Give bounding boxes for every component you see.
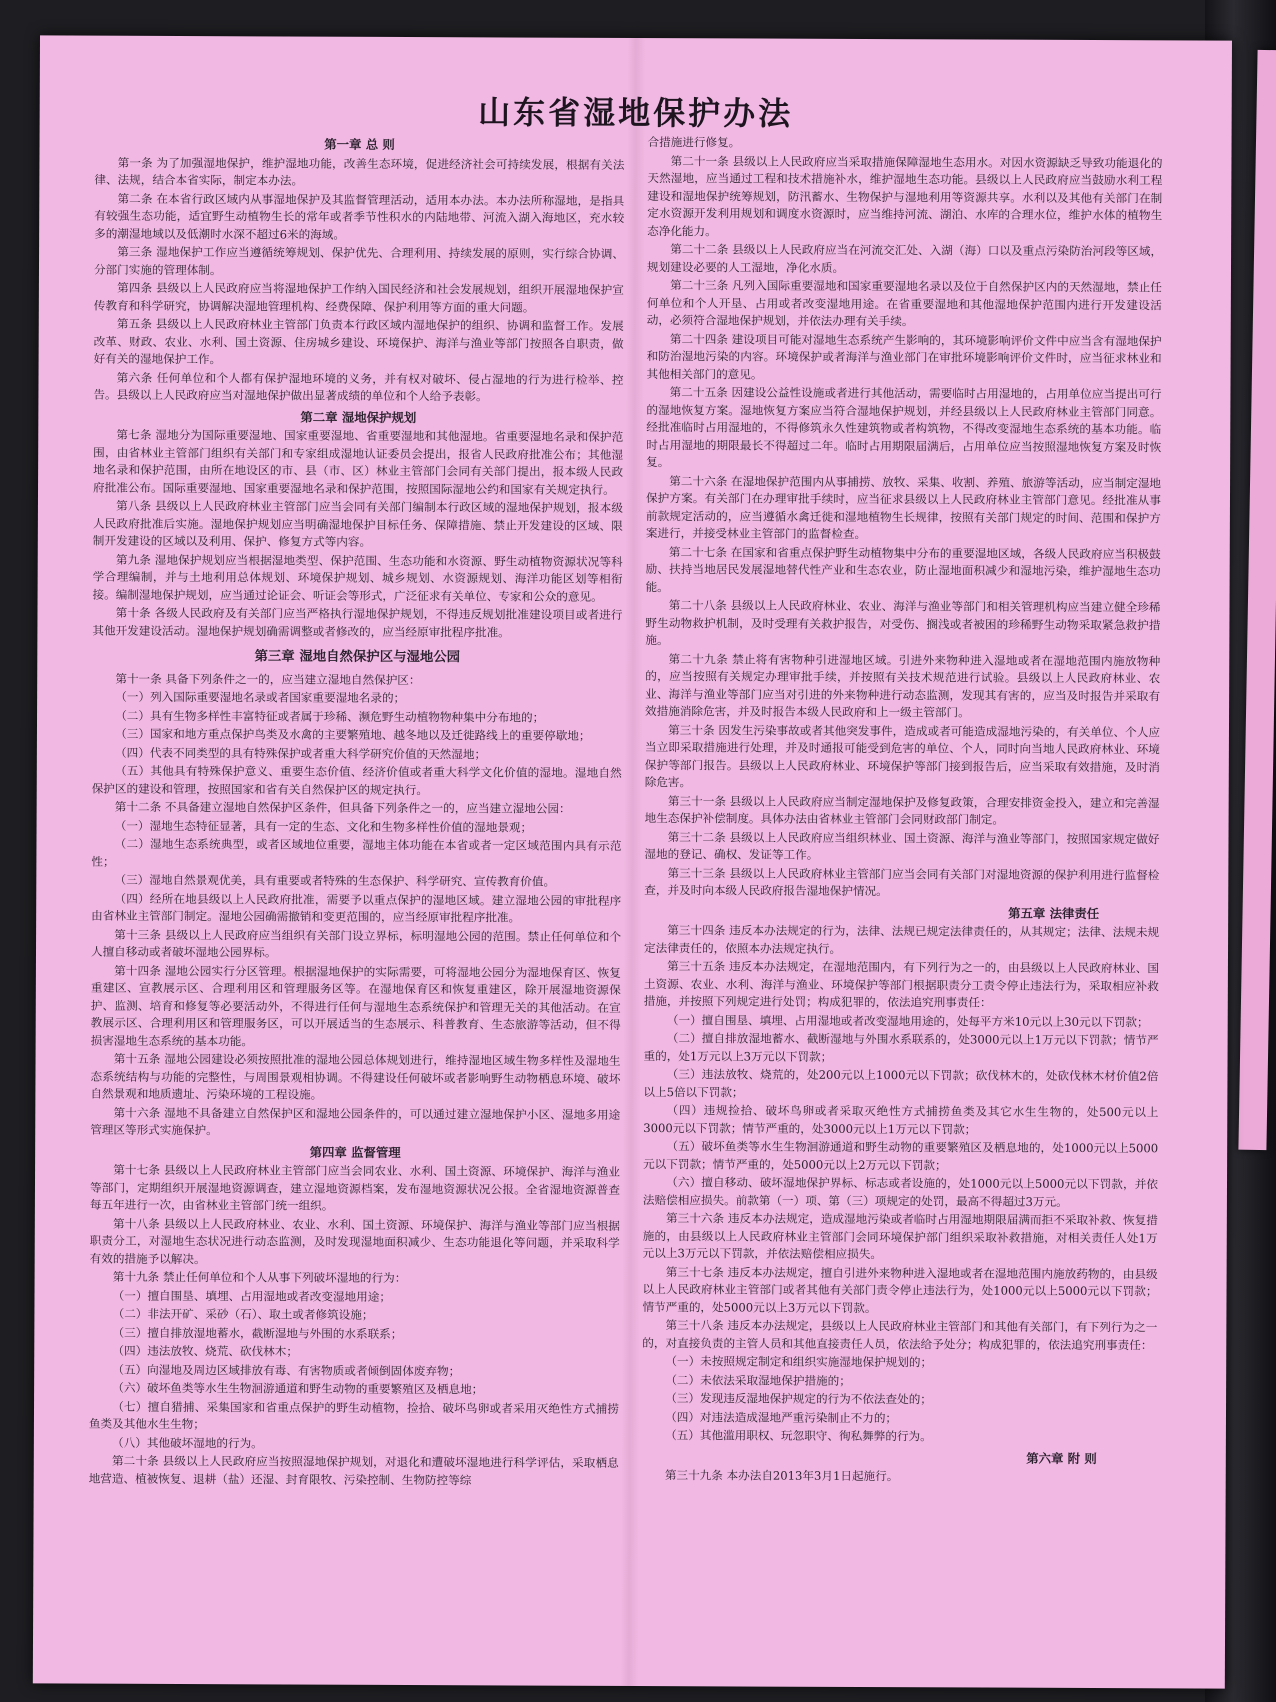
article-paragraph: 第二十二条 县级以上人民政府应当在河流交汇处、入湖（海）口以及重点污染防治河段等区域，规划建设必要的人工湿地，净化水质。	[646, 242, 1163, 275]
article-paragraph: （一）未按照规定制定和组织实施湿地保护规划的；	[665, 1354, 933, 1370]
right-column	[642, 134, 1163, 1488]
article-paragraph: （四）经所在地县级以上人民政府批准，需要予以重点保护的湿地区域。建立湿地公园的审批程序由省林业主管部门制定。湿地公园确需撤销和变更范围的，应当经原审批程序批准。	[91, 891, 622, 925]
article-paragraph: （二）具有生物多样性丰富特征或者属于珍稀、濒危野生动植物物种集中分布地的；	[115, 708, 545, 725]
article-paragraph: 第十三条 县级以上人民政府应当组织有关部门设立界标，标明湿地公园的范围。禁止任何单位和个人擅自移动或者破坏湿地公园界标。	[90, 927, 622, 960]
article-paragraph: 第六条 任何单位和个人都有保护湿地环境的义务，并有权对破坏、侵占湿地的行为进行检举、控告。县级以上人民政府应当对湿地保护做出显著成绩的单位和个人给予表彰。	[93, 370, 624, 404]
article-paragraph: 第三十条 因发生污染事故或者其他突发事件，造成或者可能造成湿地污染的，有关单位、个人应当立即采取措施进行处理，并及时通报可能受到危害的单位、个人，同时向当地人民政府林业、环境保护等部门报告。县级以上人民政府林业、环境保护等部门接到报告后，应当采取有效措施，及时消除危害。	[644, 722, 1161, 790]
chapter-heading: 第二章 湿地保护规划	[300, 409, 417, 425]
article-paragraph: （五）破坏鱼类等水生生物洄游通道和野生动物的重要繁殖区及栖息地的，处1000元以上5000元以下罚款；情节严重的，处5000元以上2万元以下罚款；	[643, 1139, 1159, 1172]
article-paragraph: 第五条 县级以上人民政府林业主管部门负责本行政区域内湿地保护的组织、协调和监督工作。发展改革、财政、农业、水利、国土资源、住房城乡建设、环境保护、海洋与渔业等部门按照各自职责，做好有关的湿地保护工作。	[93, 316, 624, 367]
article-paragraph: 第一条 为了加强湿地保护，维护湿地功能，改善生态环境，促进经济社会可持续发展，根据有关法律、法规，结合本省实际，制定本办法。	[94, 155, 625, 188]
article-paragraph: 第二十一条 县级以上人民政府应当采取措施保障湿地生态用水。对因水资源缺乏导致功能退化的天然湿地，应当通过工程和技术措施补水，维护湿地生态功能。县级以上人民政府应当鼓励水利工程建设和湿地保护统筹规划，防汛蓄水、生物保护与湿地利用等资源共享。水利以及其他有关部门在制定水资源开发利用规划和调度水资源时，应当维持河流、湖泊、水库的合理水位，维护水体的植物生态净化能力。	[647, 153, 1163, 238]
chapter-heading: 第六章 附 则	[1026, 1450, 1097, 1466]
article-paragraph: 第三十三条 县级以上人民政府林业主管部门应当会同有关部门对湿地资源的保护利用进行监督检查，并及时向本级人民政府报告湿地保护情况。	[644, 865, 1160, 899]
article-paragraph: 第二十三条 凡列入国际重要湿地和国家重要湿地名录以及位于自然保护区内的天然湿地，禁止任何单位和个人开垦、占用或者改变湿地用途。在省重要湿地和其他湿地保护范围内进行开发建设活动，必须符合湿地保护规划，并依法办理有关手续。	[646, 278, 1162, 329]
article-paragraph: 第三十七条 违反本办法规定，擅自引进外来物种进入湿地或者在湿地范围内施放药物的，由县级以上人民政府林业主管部门或者其他有关部门责令停止违法行为，处1000元以上5000元以下罚款；情节严重的，处5000元以上3万元以下罚款。	[642, 1264, 1158, 1315]
article-paragraph: （二）非法开矿、采砂（石）、取土或者修筑设施；	[112, 1306, 374, 1322]
chapter-heading: 第五章 法律责任	[1008, 905, 1100, 921]
article-paragraph: （三）湿地自然景观优美，具有重要或者特殊的生态保护、科学研究、宣传教育价值。	[114, 872, 556, 889]
article-paragraph: （五）其他具有特殊保护意义、重要生态价值、经济价值或者重大科学文化价值的湿地。湿地自然保护区的建设和管理，按照国家和省有关自然保护区的规定执行。	[91, 763, 622, 797]
article-paragraph: 第二十五条 因建设公益性设施或者进行其他活动，需要临时占用湿地的，占用单位应当提出可行的湿地恢复方案。湿地恢复方案应当符合湿地保护规划，并经县级以上人民政府林业主管部门同意。经批准临时占用湿地的，不得修筑永久性建筑物或者构筑物，不得改变湿地生态系统的基本功能。临时占用湿地的期限最长不得超过二年。临时占用期限届满后，占用单位应当按照湿地恢复方案及时恢复。	[646, 385, 1162, 470]
article-paragraph: （三）违法放牧、烧荒的，处200元以上1000元以下罚款；砍伐林木的，处砍伐林木材价值2倍以上5倍以下罚款；	[643, 1067, 1159, 1099]
article-paragraph: （六）破坏鱼类等水生生物洄游通道和野生动物的重要繁殖区及栖息地；	[112, 1380, 484, 1397]
article-paragraph: （一）湿地生态特征显著，具有一定的生态、文化和生物多样性价值的湿地景观；	[114, 818, 533, 835]
article-paragraph: 第三条 湿地保护工作应当遵循统筹规划、保护优先、合理利用、持续发展的原则，实行综合协调、分部门实施的管理体制。	[93, 244, 625, 277]
article-paragraph: 第十四条 湿地公园实行分区管理。根据湿地保护的实际需要，可将湿地公园分为湿地保育区、恢复重建区、宣教展示区、合理利用区和管理服务区等。在湿地保育区和恢复重建区，除开展湿地资源保护、监测、培育和修复等必要活动外，不得进行任何与湿地生态系统保护和管理无关的其他活动。在宣教展示区、合理利用区和管理服务区，可以开展适当的生态展示、科普教育、生态旅游等活动，但不得损害湿地生态系统的基本功能。	[90, 963, 621, 1048]
article-paragraph: 第九条 湿地保护规划应当根据湿地类型、保护范围、生态功能和水资源、野生动植物资源状况等科学合理编制，并与土地利用总体规划、环境保护规划、城乡规划、水资源规划、海洋功能区划等相衔接。编制湿地保护规划，应当通过论证会、听证会等形式，广泛征求有关单位、专家和公众的意见。	[92, 552, 623, 604]
article-paragraph: 第二十四条 建设项目可能对湿地生态系统产生影响的，其环境影响评价文件中应当含有湿地保护和防治湿地污染的内容。环境保护或者海洋与渔业部门在审批环境影响评价文件时，应当征求林业和其他相关部门的意见。	[646, 331, 1162, 382]
article-paragraph: （四）代表不同类型的具有特殊保护或者重大科学研究价值的天然湿地；	[115, 745, 487, 761]
article-paragraph: 第十二条 不具备建立湿地自然保护区条件，但具备下列条件之一的，应当建立湿地公园：	[114, 799, 571, 816]
article-paragraph: （四）违规捡拾、破坏鸟卵或者采取灭绝性方式捕捞鱼类及其它水生生物的，处500元以上3000元以下罚款；情节严重的，处3000元以上1万元以下罚款；	[643, 1103, 1159, 1136]
article-paragraph: （七）擅自猎捕、采集国家和省重点保护的野生动植物，捡拾、破坏鸟卵或者采用灭绝性方式捕捞鱼类及其他水生生物；	[88, 1399, 620, 1432]
article-paragraph: （五）向湿地及周边区域排放有毒、有害物质或者倾倒固体废弃物；	[112, 1362, 461, 1378]
article-paragraph: 第三十一条 县级以上人民政府应当制定湿地保护及修复政策，合理安排资金投入，建立和完善湿地生态保护补偿制度。具体办法由省林业主管部门会同财政部门制定。	[644, 793, 1160, 827]
article-paragraph: （三）擅自排放湿地蓄水，截断湿地与外围的水系联系；	[112, 1325, 403, 1341]
article-paragraph: 第二十八条 县级以上人民政府林业、农业、海洋与渔业等部门和相关管理机构应当建立健全珍稀野生动物救护机制，及时受理有关救护报告，对受伤、搁浅或者被困的珍稀野生动物采取紧急救护措施。	[645, 598, 1161, 648]
article-paragraph: 合措施进行修复。	[647, 135, 741, 150]
article-paragraph: 第二十条 县级以上人民政府应当按照湿地保护规划，对退化和遭破坏湿地进行科学评估，采取栖息地营造、植被恢复、退耕（盐）还湿、封育限牧、污染控制、生物防控等综	[88, 1453, 619, 1487]
article-paragraph: （四）对违法造成湿地严重污染制止不力的；	[665, 1409, 898, 1425]
article-paragraph: 第十七条 县级以上人民政府林业主管部门应当会同农业、水利、国土资源、环境保护、海洋与渔业等部门，定期组织开展湿地资源调查，建立湿地资源档案，发布湿地资源状况公报。全省湿地资源普查每五年进行一次，由省林业主管部门统一组织。	[89, 1162, 621, 1213]
article-paragraph: （一）列入国际重要湿地名录或者国家重要湿地名录的；	[115, 689, 406, 705]
article-paragraph: 第八条 县级以上人民政府林业主管部门应当会同有关部门编制本行政区域的湿地保护规划，报本级人民政府批准后实施。湿地保护规划应当明确湿地保护目标任务、保障措施、禁止开发建设的区域、限制开发建设的区域以及利用、保护、修复方式等内容。	[92, 498, 623, 549]
article-paragraph: （六）擅自移动、破坏湿地保护界标、标志或者设施的，处1000元以上5000元以下罚款，并依法赔偿相应损失。前款第（一）项、第（三）项规定的处罚，最高不得超过3万元。	[642, 1175, 1159, 1209]
article-paragraph: （二）湿地生态系统典型，或者区域地位重要，湿地主体功能在本省或者一定区域范围内具有示范性；	[91, 836, 622, 869]
chapter-heading: 第三章 湿地自然保护区与湿地公园	[254, 648, 461, 666]
left-column	[89, 132, 625, 1491]
article-paragraph: 第十八条 县级以上人民政府林业、农业、水利、国土资源、环境保护、海洋与渔业等部门应当根据职责分工，对湿地生态状况进行动态监测，及时发现湿地面积减少、生态功能退化等问题，并采取科学有效的措施予以解决。	[89, 1216, 620, 1266]
article-paragraph: 第二条 在本省行政区域内从事湿地保护及其监督管理活动，适用本办法。本办法所称湿地，是指具有较强生态功能，适宜野生动植物生长的常年或者季节性积水的内陆地带、河流入湖入海地区，充水较多的潮湿地域以及低潮时水深不超过6米的海域。	[94, 191, 625, 242]
article-paragraph: 第二十九条 禁止将有害物种引进湿地区域。引进外来物种进入湿地或者在湿地范围内施放物种的，应当按照有关规定办理审批手续，并按照有关技术规范进行试验。县级以上人民政府林业、农业、海洋与渔业等部门应当对引进的外来物种进行动态监测，发现其有害的，应当及时报告并采取有效措施消除危害，并及时报告本级人民政府和上一级主管部门。	[645, 651, 1161, 720]
article-paragraph: （三）国家和地方重点保护鸟类及水禽的主要繁殖地、越冬地以及迁徙路线上的重要停歇地；	[115, 726, 591, 743]
document-sheet	[33, 35, 1232, 1688]
article-paragraph: （二）未依法采取湿地保护措施的；	[665, 1372, 851, 1388]
article-paragraph: 第十九条 禁止任何单位和个人从事下列破坏湿地的行为：	[112, 1269, 407, 1286]
article-paragraph: （一）擅自围垦、填埋、占用湿地或者改变湿地用途；	[112, 1288, 391, 1304]
article-paragraph: 第十五条 湿地公园建设必须按照批准的湿地公园总体规划进行，维持湿地区域生物多样性及湿地生态系统结构与功能的完整性，与周围景观相协调。不得建设任何破坏或者影响野生动物栖息环境、破坏自然景观和地质遗址、污染环境的工程设施。	[90, 1051, 621, 1102]
article-paragraph: （一）擅自围垦、填埋、占用湿地或者改变湿地用途的，处每平方米10元以上30元以下罚款；	[666, 1012, 1149, 1029]
article-paragraph: 第三十五条 违反本办法规定，在湿地范围内，有下列行为之一的，由县级以上人民政府林业、国土资源、农业、水利、海洋与渔业、环境保护等部门根据职责分工责令停止违法行为，采取相应补救措施，并按照下列规定进行处罚；构成犯罪的，依法追究刑事责任：	[643, 959, 1159, 1010]
article-paragraph: 第三十四条 违反本办法规定的行为，法律、法规已规定法律责任的，从其规定；法律、法规未规定法律责任的，依照本办法规定执行。	[644, 923, 1160, 956]
chapter-heading: 第四章 监督管理	[309, 1144, 401, 1160]
article-paragraph: 第三十六条 违反本办法规定，造成湿地污染或者临时占用湿地期限届满而拒不采取补救、恢复措施的，由县级以上人民政府林业主管部门会同环境保护部门组织采取补救措施，对相关责任人处1万元以上3万元以下罚款，并依法赔偿相应损失。	[642, 1211, 1158, 1262]
article-paragraph: （八）其他破坏湿地的行为。	[112, 1435, 263, 1450]
chapter-heading: 第一章 总 则	[324, 136, 395, 152]
document-title: 山东省湿地保护办法	[478, 93, 794, 133]
article-paragraph: （五）其他滥用职权、玩忽职守、徇私舞弊的行为。	[665, 1428, 932, 1444]
article-paragraph: 第七条 湿地分为国际重要湿地、国家重要湿地、省重要湿地和其他湿地。省重要湿地名录和保护范围，由省林业主管部门组织有关部门和专家组成湿地认证委员会提出，报省人民政府批准公布；其他湿地名录和保护范围，由所在地设区的市、县（市、区）林业主管部门会同有关部门提出，报本级人民政府批准公布。国际重要湿地、国家重要湿地名录和保护范围，按照国际湿地公约和国家有关规定执行。	[93, 427, 624, 497]
article-paragraph: 第三十二条 县级以上人民政府应当组织林业、国土资源、海洋与渔业等部门，按照国家规定做好湿地的登记、确权、发证等工作。	[644, 829, 1160, 862]
article-paragraph: 第三十八条 违反本办法规定，县级以上人民政府林业主管部门和其他有关部门，有下列行为之一的，对直接负责的主管人员和其他直接责任人员，依法给予处分；构成犯罪的，依法追究刑事责任：	[642, 1318, 1158, 1352]
article-paragraph: 第四条 县级以上人民政府应当将湿地保护工作纳入国民经济和社会发展规划，组织开展湿地保护宣传教育和科学研究，协调解决湿地管理机构、经费保障、保护利用等方面的重大问题。	[93, 280, 624, 315]
article-paragraph: （四）违法放牧、烧荒、砍伐林木；	[112, 1343, 298, 1359]
article-paragraph: 第十一条 具备下列条件之一的，应当建立湿地自然保护区：	[115, 671, 421, 687]
article-paragraph: 第二十六条 在湿地保护范围内从事捕捞、放牧、采集、收割、养殖、旅游等活动，应当制定湿地保护方案。有关部门在办理审批手续时，应当征求县级以上人民政府林业主管部门意见。经批准从事前款规定活动的，应当遵循水禽迁徙和湿地植物生长规律，按照有关部门规定的时间、范围和保护方案进行，并接受林业主管部门的监督检查。	[645, 473, 1162, 542]
article-paragraph: 第三十九条 本办法自2013年3月1日起施行。	[664, 1468, 899, 1484]
article-paragraph: （三）发现违反湿地保护规定的行为不依法查处的；	[665, 1391, 932, 1407]
article-paragraph: 第二十七条 在国家和省重点保护野生动植物集中分布的重要湿地区域，各级人民政府应当积极鼓励、扶持当地居民发展湿地替代性产业和生态农业，防止湿地面积减少和湿地污染，维护湿地生态功能。	[645, 544, 1161, 594]
article-paragraph: （二）擅自排放湿地蓄水、截断湿地与外围水系联系的，处3000元以上1万元以下罚款；情节严重的，处1万元以上3万元以下罚款；	[643, 1031, 1159, 1064]
article-paragraph: 第十六条 湿地不具备建立自然保护区和湿地公园条件的，可以通过建立湿地保护小区、湿地多用途管理区等形式实施保护。	[90, 1105, 621, 1138]
article-paragraph: 第十条 各级人民政府及有关部门应当严格执行湿地保护规划，不得违反规划批准建设项目或者进行其他开发建设活动。湿地保护规划确需调整或者修改的，应当经原审批程序批准。	[92, 605, 623, 639]
